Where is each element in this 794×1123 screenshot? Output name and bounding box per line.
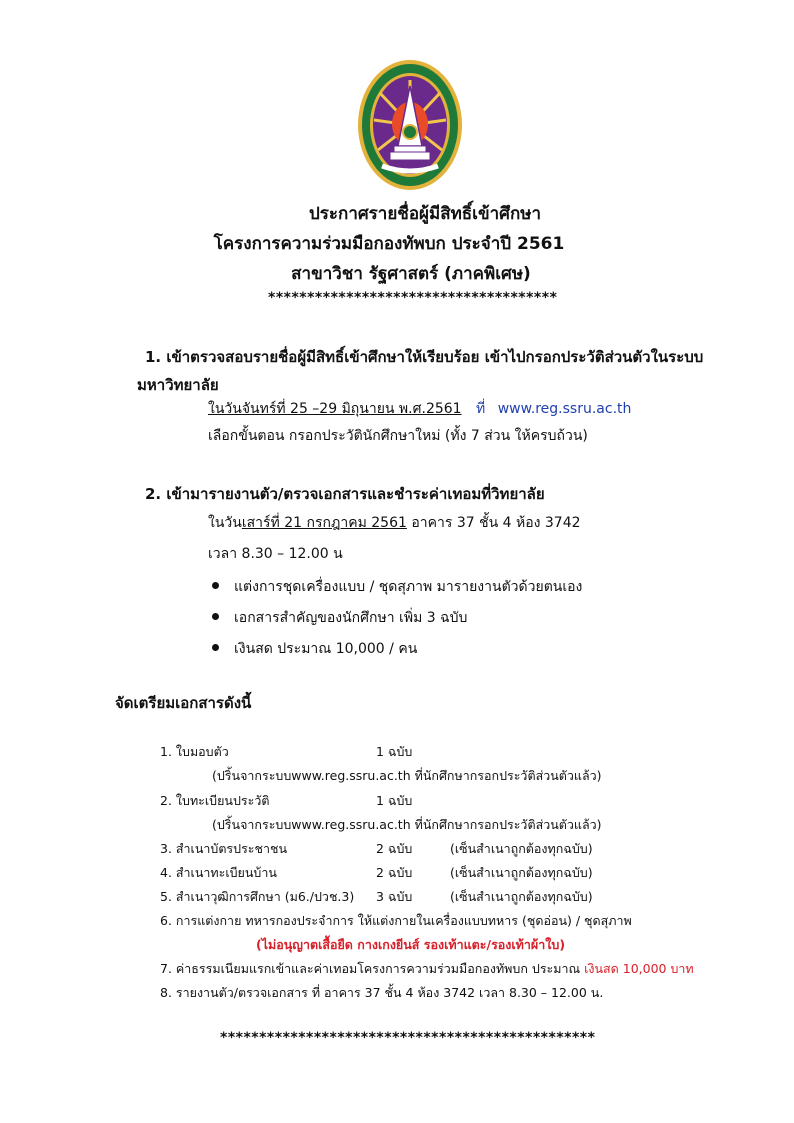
doc-item-7-amount: เงินสด 10,000 บาท — [584, 961, 694, 976]
doc-item-5-qty: 3 ฉบับ — [376, 889, 413, 904]
page-title-line1: ประกาศรายชื่อผู้มีสิทธิ์เข้าศึกษา — [308, 204, 541, 224]
doc-item-5-label: 5. สำเนาวุฒิการศึกษา (ม6./ปวช.3) — [160, 889, 355, 904]
doc-item-6-warning: (ไม่อนุญาตเสื้อยืด กางเกงยีนส์ รองเท้าแตะ/รองเท้าผ้าใบ) — [256, 937, 566, 952]
university-seal-icon — [356, 58, 464, 192]
section1-date — [208, 398, 631, 420]
doc-item-4-note: (เซ็นสำเนาถูกต้องทุกฉบับ) — [450, 865, 593, 880]
bullet-icon — [212, 582, 219, 589]
doc-item-6-label: 6. การแต่งกาย ทหารกองประจำการ ให้แต่งกายในเครื่องแบบทหาร (ชุดอ่อน) / ชุดสุภาพ — [160, 913, 632, 928]
doc-item-2-label: 2. ใบทะเบียนประวัติ — [160, 793, 270, 808]
section2-heading: 2. เข้ามารายงานตัว/ตรวจเอกสารและชำระค่าเทอมที่วิทยาลัย — [145, 485, 545, 503]
doc-item-3-label: 3. สำเนาบัตรประชาชน — [160, 841, 288, 856]
section2-bullet-2: เอกสารสำคัญของนักศึกษา เพิ่ม 3 ฉบับ — [234, 610, 468, 626]
doc-item-1-label: 1. ใบมอบตัว — [160, 744, 229, 759]
doc-item-2-qty: 1 ฉบับ — [376, 793, 413, 808]
section1-at-word: ที่ — [476, 401, 486, 417]
bullet-icon — [212, 644, 219, 651]
doc-item-5-note: (เซ็นสำเนาถูกต้องทุกฉบับ) — [450, 889, 593, 904]
divider-stars-top: ************************************* — [268, 290, 558, 306]
section2-time: เวลา 8.30 – 12.00 น — [208, 546, 343, 562]
doc-item-4-qty: 2 ฉบับ — [376, 865, 413, 880]
section2-bullet-1: แต่งการชุดเครื่องแบบ / ชุดสุภาพ มารายงานตัวด้วยตนเอง — [234, 579, 583, 595]
doc-item-8-label: 8. รายงานตัว/ตรวจเอกสาร ที่ อาคาร 37 ชั้น 4 ห้อง 3742 เวลา 8.30 – 12.00 น. — [160, 985, 604, 1000]
divider-stars-bottom: ************************************************ — [220, 1030, 596, 1046]
doc-item-3-qty: 2 ฉบับ — [376, 841, 413, 856]
section1-heading-line2: มหาวิทยาลัย — [137, 376, 219, 394]
registration-website-link[interactable]: www.reg.ssru.ac.th — [497, 401, 632, 417]
doc-item-1-qty: 1 ฉบับ — [376, 744, 413, 759]
doc-item-1-note: (ปริ้นจากระบบwww.reg.ssru.ac.th ที่นักศึกษากรอกประวัติส่วนตัวแล้ว) — [212, 768, 602, 783]
section1-date-text: ในวันจันทร์ที่ 25 –29 มิถุนายน พ.ศ.2561 — [208, 401, 462, 417]
doc-item-7-label: 7. ค่าธรรมเนียมแรกเข้าและค่าเทอมโครงการความร่วมมือกองทัพบก ประมาณ — [160, 961, 585, 976]
bullet-icon — [212, 613, 219, 620]
doc-item-7 — [160, 959, 694, 979]
page-title-line3: สาขาวิชา รัฐศาสตร์ (ภาคพิเศษ) — [291, 264, 531, 284]
section2-date-underlined: เสาร์ที่ 21 กรกฎาคม 2561 — [241, 515, 407, 531]
doc-item-3-note: (เซ็นสำเนาถูกต้องทุกฉบับ) — [450, 841, 593, 856]
section1-instruction: เลือกขั้นตอน กรอกประวัตินักศึกษาใหม่ (ทั้ง 7 ส่วน ให้ครบถ้วน) — [208, 428, 588, 444]
section2-location: อาคาร 37 ชั้น 4 ห้อง 3742 — [406, 515, 581, 531]
section2-date — [208, 512, 581, 534]
section1-heading-line1: 1. เข้าตรวจสอบรายชื่อผู้มีสิทธิ์เข้าศึกษาให้เรียบร้อย เข้าไปกรอกประวัติส่วนตัวในระบบ — [145, 348, 704, 366]
documents-heading: จัดเตรียมเอกสารดังนี้ — [115, 694, 252, 712]
section2-bullet-3: เงินสด ประมาณ 10,000 / คน — [234, 641, 418, 657]
doc-item-4-label: 4. สำเนาทะเบียนบ้าน — [160, 865, 277, 880]
page-title-line2: โครงการความร่วมมือกองทัพบก ประจำปี 2561 — [213, 234, 565, 254]
doc-item-2-note: (ปริ้นจากระบบwww.reg.ssru.ac.th ที่นักศึกษากรอกประวัติส่วนตัวแล้ว) — [212, 817, 602, 832]
section2-date-prefix: ในวัน — [208, 515, 242, 531]
